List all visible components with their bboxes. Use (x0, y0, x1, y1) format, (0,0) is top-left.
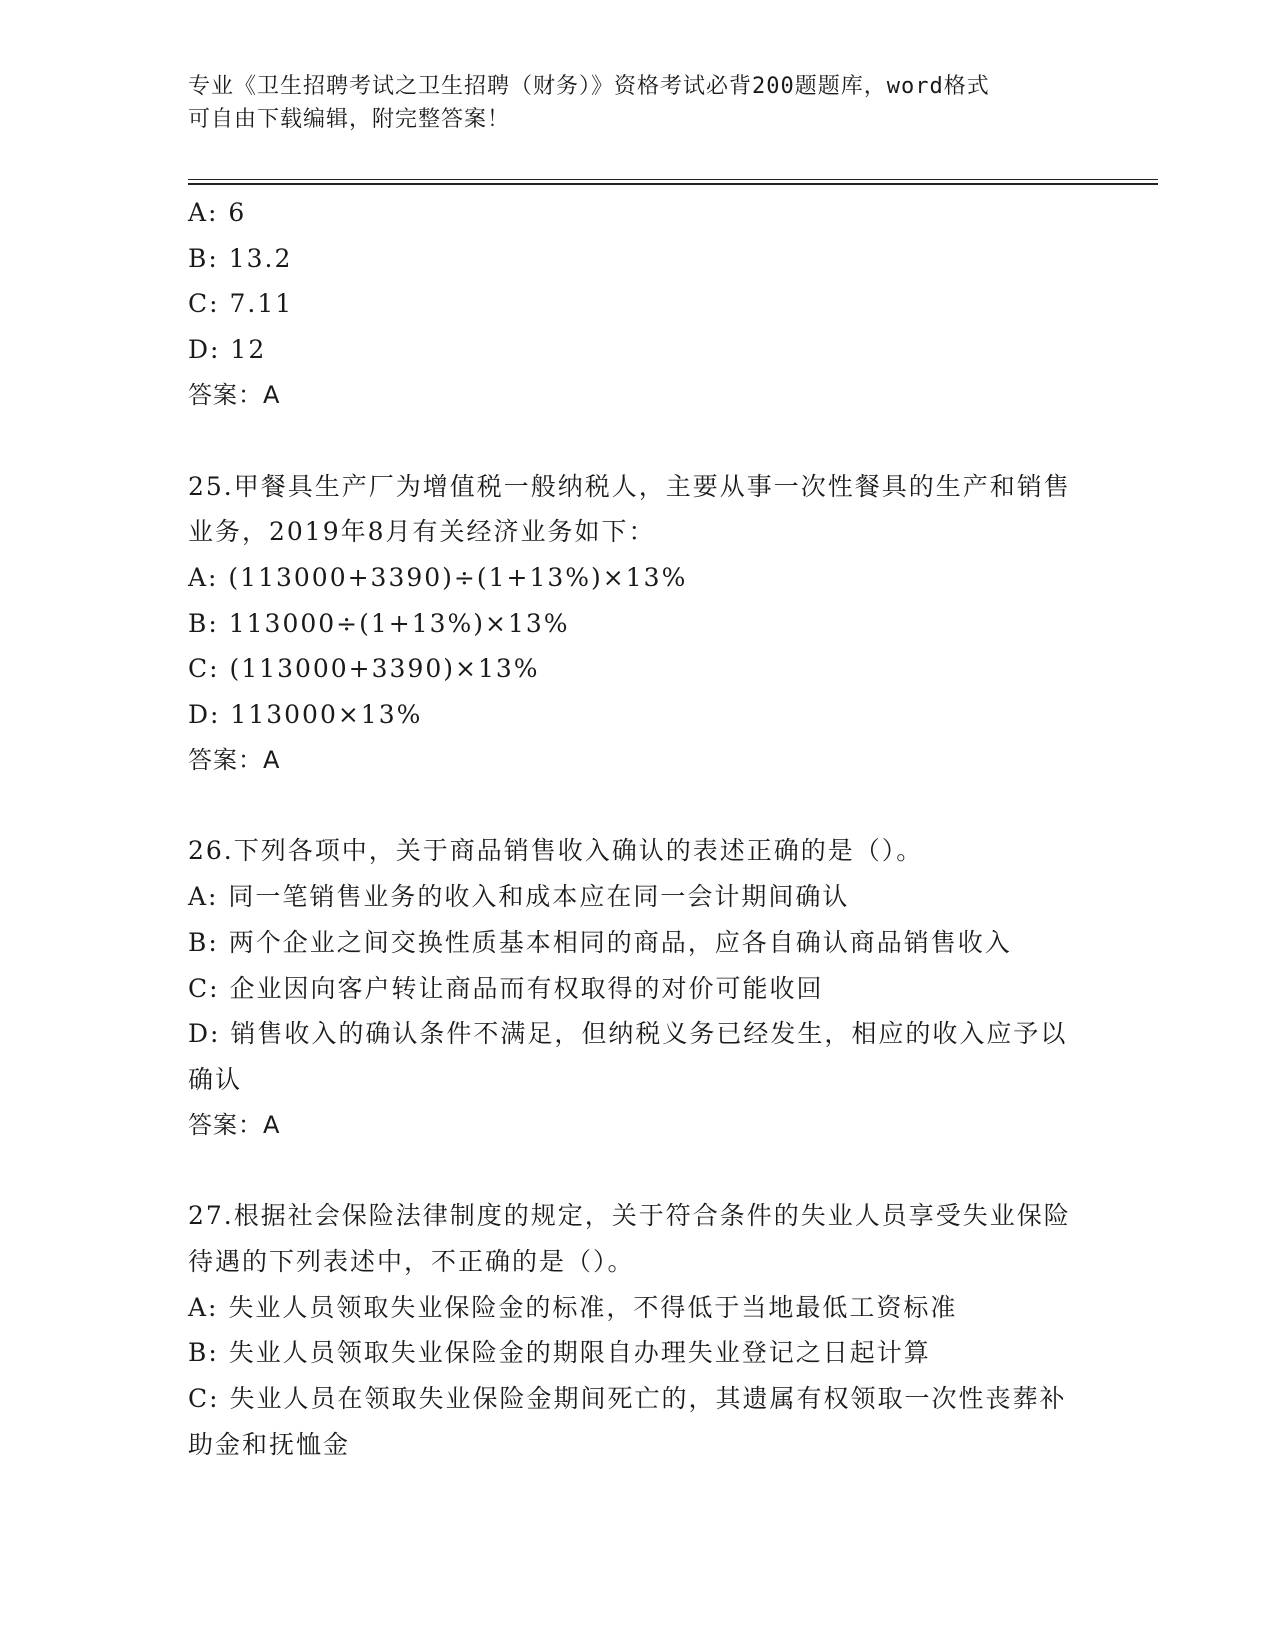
question-text: 26.下列各项中，关于商品销售收入确认的表述正确的是（）。 (188, 836, 924, 866)
option-a: A: 同一笔销售业务的收入和成本应在同一会计期间确认 (188, 882, 850, 912)
question-block-24 (188, 190, 1088, 419)
option-a: A: 失业人员领取失业保险金的标准，不得低于当地最低工资标准 (188, 1292, 958, 1322)
option-c: C: (113000+3390)×13% (188, 654, 540, 684)
option-b: B: 失业人员领取失业保险金的期限自办理失业登记之日起计算 (188, 1338, 931, 1368)
question-text: 27.根据社会保险法律制度的规定，关于符合条件的失业人员享受失业保险待遇的下列表述中，不正确的是（）。 (188, 1201, 1071, 1277)
option-d: D: 12 (188, 335, 267, 365)
answer-line: 答案：A (188, 745, 281, 774)
option-c: C: 企业因向客户转让商品而有权取得的对价可能收回 (188, 973, 824, 1003)
option-a: A: 6 (188, 198, 247, 227)
option-b: B: 13.2 (188, 243, 293, 273)
option-c: C: 7.11 (188, 289, 294, 319)
question-text: 25.甲餐具生产厂为增值税一般纳税人，主要从事一次性餐具的生产和销售业务，2019年8月有关经济业务如下： (188, 471, 1071, 547)
header-line-1: 专业《卫生招聘考试之卫生招聘（财务）》资格考试必背200题题库，word格式 (188, 74, 990, 99)
option-a: A: (113000+3390)÷(1+13%)×13% (188, 562, 688, 592)
option-d: D: 销售收入的确认条件不满足，但纳税义务已经发生，相应的收入应予以确认 (188, 1019, 1068, 1094)
question-block-26 (188, 828, 1088, 1148)
question-content (188, 190, 1088, 1468)
answer-line: 答案：A (188, 380, 281, 409)
header-divider-bottom (188, 183, 1158, 185)
option-d: D: 113000×13% (188, 700, 423, 730)
answer-line: 答案：A (188, 1110, 281, 1139)
option-b: B: 两个企业之间交换性质基本相同的商品，应各自确认商品销售收入 (188, 927, 1012, 957)
option-b: B: 113000÷(1+13%)×13% (188, 608, 570, 638)
header-divider-top (188, 179, 1158, 180)
document-header (188, 70, 1088, 136)
question-block-27 (188, 1193, 1088, 1467)
question-block-25 (188, 464, 1088, 784)
option-c: C: 失业人员在领取失业保险金期间死亡的，其遗属有权领取一次性丧葬补助金和抚恤金 (188, 1384, 1067, 1459)
header-line-2: 可自由下载编辑，附完整答案！ (188, 107, 511, 132)
